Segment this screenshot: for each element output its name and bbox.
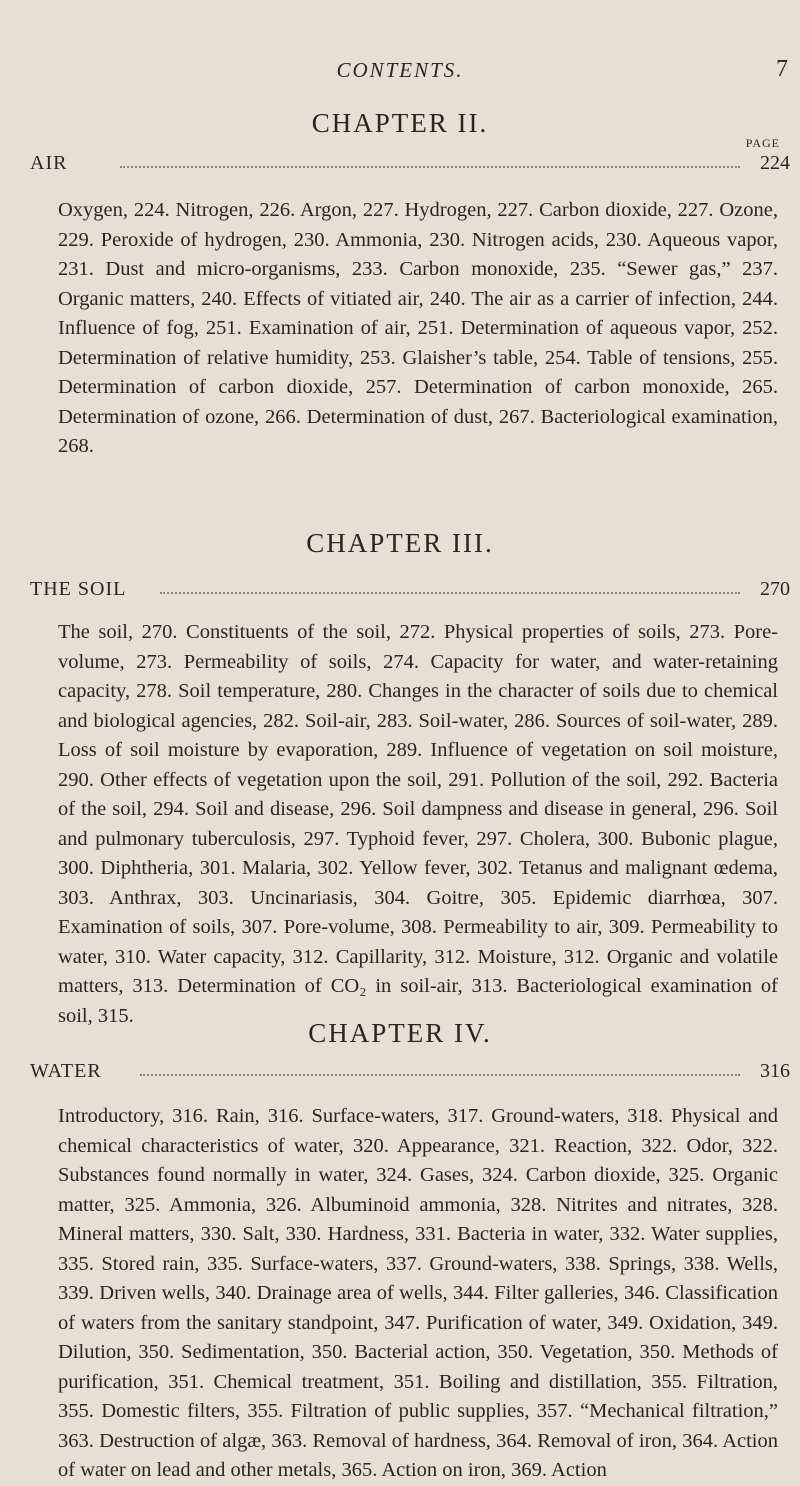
section-name: AIR: [30, 152, 71, 175]
section-name: THE SOIL: [30, 578, 130, 601]
section-entry: [30, 152, 790, 182]
section-page: 224: [760, 152, 790, 174]
section-name: WATER: [30, 1060, 106, 1083]
page-column-label: PAGE: [745, 136, 780, 150]
chapter-title: CHAPTER III.: [306, 528, 494, 558]
chapter-contents: Introductory, 316. Rain, 316. Surface-waters, 317. Ground-waters, 318. Physical and chemical characteristics of water, 320. Appearance, 321. Reaction, 322. Odor, 322. Substances found normally in water, 324. Gases, 324. Carbon dioxide, 325. Organic matter, 325. Ammonia, 326. Albuminoid ammonia, 328. Nitrites and nitrates, 328. Mineral matters, 330. Salt, 330. Hardness, 331. Bacteria in water, 332. Water supplies, 335. Stored rain, 335. Surface-waters, 337. Ground-waters, 338. Springs, 338. Wells, 339. Driven wells, 340. Drainage area of wells, 344. Filter galleries, 346. Classification of waters from the sanitary standpoint, 347. Purification of water, 349. Oxidation, 349. Dilution, 350. Sedimentation, 350. Bacterial action, 350. Vegetation, 350. Methods of purification, 351. Chemical treatment, 351. Boiling and distillation, 355. Filtration, 355. Domestic filters, 355. Filtration of public supplies, 357. “Mechanical filtration,” 363. Destruction of algæ, 363. Removal of hardness, 364. Removal of iron, 364. Action of water on lead and other metals, 365. Action on iron, 369. Action: [58, 1105, 778, 1481]
section-entry: [30, 1060, 790, 1090]
leader-dots: [120, 166, 740, 168]
chapter-title: CHAPTER IV.: [308, 1018, 492, 1048]
chapter-contents: Oxygen, 224. Nitrogen, 226. Argon, 227. Hydrogen, 227. Carbon dioxide, 227. Ozone, 229. Peroxide of hydrogen, 230. Ammonia, 230. Nitrogen acids, 230. Aqueous vapor, 231. Dust and micro-organisms, 233. Carbon monoxide, 235. “Sewer gas,” 237. Organic matters, 240. Effects of vitiated air, 240. The air as a carrier of infection, 244. Influence of fog, 251. Examination of air, 251. Determination of aqueous vapor, 252. Determination of relative humidity, 253. Glaisher’s table, 254. Table of tensions, 255. Determination of carbon dioxide, 257. Determination of carbon monoxide, 265. Determination of ozone, 266. Determination of dust, 267. Bacteriological examination, 268.: [58, 199, 778, 457]
chapter-title: CHAPTER II.: [311, 108, 489, 138]
chapter-contents: The soil, 270. Constituents of the soil, 272. Physical properties of soils, 273. Pore-volume, 273. Permeability of soils, 274. Capacity for water, and water-retaining capacity, 278. Soil temperature, 280. Changes in the character of soils due to chemical and biological agencies, 282. Soil-air, 283. Soil-water, 286. Sources of soil-water, 289. Loss of soil moisture by evaporation, 289. Influence of vegetation on soil moisture, 290. Other effects of vegetation upon the soil, 291. Pollution of the soil, 292. Bacteria of the soil, 294. Soil and disease, 296. Soil dampness and disease in general, 296. Soil and pulmonary tuberculosis, 297. Typhoid fever, 297. Cholera, 300. Bubonic plague, 300. Diphtheria, 301. Malaria, 302. Yellow fever, 302. Tetanus and malignant œdema, 303. Anthrax, 303. Uncinariasis, 304. Goitre, 305. Epidemic diarrhœa, 307. Examination of soils, 307. Pore-volume, 308. Permeability to air, 309. Permeability to water, 310. Water capacity, 312. Capillarity, 312. Moisture, 312. Organic and volatile matters, 313. Determination of CO₂ in soil-air, 313. Bacteriological examination of soil, 315.: [58, 621, 778, 1027]
running-head: CONTENTS.: [336, 58, 464, 82]
section-page: 270: [760, 578, 790, 600]
leader-dots: [140, 1074, 740, 1076]
section-entry: [30, 578, 790, 608]
section-page: 316: [760, 1060, 790, 1082]
page-number: 7: [776, 56, 788, 82]
leader-dots: [160, 592, 740, 594]
